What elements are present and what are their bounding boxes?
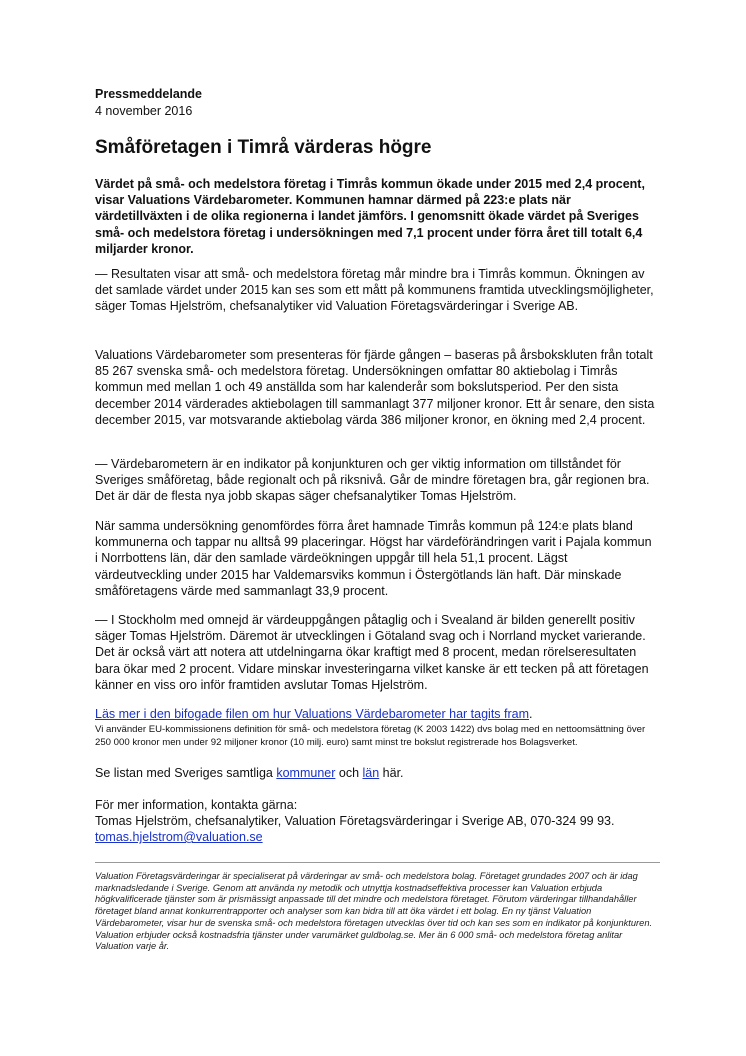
more-info-suffix: . xyxy=(529,707,533,721)
more-info-line xyxy=(95,706,655,722)
body-paragraph-4: När samma undersökning genomfördes förra året hamnade Timrås kommun på 124:e plats bland kommunerna och tappar nu alltså 99 placeringar. Högst har värdeförändringen varit i Pajala kommun i Norrbottens län, där den samlade värdeökningen uppgår till hela 51,1 procent. Lägst värdeutveckling under 2015 har Valdemarsviks kommun i Östergötlands län haft. Där minskade småföretagens värde med sammanlagt 33,9 procent. xyxy=(95,519,652,598)
body-paragraph-3: — Värdebarometern är en indikator på konjunkturen och ger viktig information om tillståndet för Sveriges småföretag, både regionalt och på riksnivå. Går de mindre företagen bra, går regionen bra. Det är där de flesta nya jobb skapas säger chefsanalytiker Tomas Hjelström. xyxy=(95,457,650,504)
list-line-suffix: här. xyxy=(379,766,404,780)
methodology-link[interactable]: Läs mer i den bifogade filen om hur Valuations Värdebarometer har tagits fram xyxy=(95,707,530,721)
contact-email-link[interactable]: tomas.hjelstrom@valuation.se xyxy=(95,830,263,844)
document-type-label: Pressmeddelande xyxy=(95,87,202,101)
footer-divider xyxy=(95,862,660,863)
publication-date: 4 november 2016 xyxy=(95,104,193,118)
contact-email-line xyxy=(95,829,655,845)
list-line-prefix: Se listan med Sveriges samtliga xyxy=(95,766,277,780)
body-paragraph-1: — Resultaten visar att små- och medelstora företag mår mindre bra i Timrås kommun. Ökningen av det samlade värdet under 2015 kan ses som ett mått på kommunens framtida utvecklingsmöjligheter, säger Tomas Hjelström, chefsanalytiker vid Valuation Företagsvärderingar i Sverige AB. xyxy=(95,267,654,314)
definition-note: Vi använder EU-kommissionens definition för små- och medelstora företag (K 2003 1422) dvs bolag med en nettoomsättning över 250 000 kronor men under 92 miljoner kronor (10 milj. euro) samt minst tre bokslut registrerade hos Bolagsverket. xyxy=(95,724,646,748)
list-line xyxy=(95,765,655,781)
list-line-middle: och xyxy=(335,766,363,780)
body-paragraph-5: — I Stockholm med omnejd är värdeuppgången påtaglig och i Svealand är bilden generellt positiv säger Tomas Hjelström. Däremot är utvecklingen i Götaland svag och i Norrland mycket varierande. Det är också värt att notera att utdelningarna ökar kraftigt med 8 procent, medan rörelseresultaten bara ökar med 2 procent. Vidare minskar investeringarna vilket kanske är ett tecken på att företagen känner en viss oro inför framtiden avslutar Tomas Hjelström. xyxy=(95,613,649,692)
contact-heading: För mer information, kontakta gärna: xyxy=(95,798,298,812)
company-boilerplate: Valuation Företagsvärderingar är specialiserat på värderingar av små- och medelstora bolag. Företaget grundades 2007 och är idag marknadsledande i Sverige. Genom att använda ny metodik och utnyttja kostnadseffektiva processer kan Valuation erbjuda högkvalificerade tjänster som är prismässigt anpassade till det mindre och medelstora företaget. Förutom värderingar tillhandahåller företaget bland annat konkurrentrapporter och analyser som kan bidra till att öka värdet i ett bolag. En ny tjänst Valuation Värdebarometer, visar hur de svenska små- och medelstora företagen utvecklas över tid och kan ses som en indikator på konjunkturen. Valuation erbjuder också kostnadsfria tjänster under varumärket guldbolag.se. Mer än 6 000 små- och medelstora företag anlitar Valuation varje år. xyxy=(95,871,653,952)
contact-person: Tomas Hjelström, chefsanalytiker, Valuation Företagsvärderingar i Sverige AB, 070-324 99 93. xyxy=(95,814,615,828)
body-paragraph-2: Valuations Värdebarometer som presenteras för fjärde gången – baseras på årsbokskluten från totalt 85 267 svenska små- och medelstora företag. Undersökningen omfattar 80 aktiebolag i Timrås kommun med mellan 1 och 49 anställda som har kalenderår som bokslutsperiod. Per den sista december 2014 värderades aktiebolagen till sammanlagt 377 miljoner kronor. Ett år senare, den sista december 2015, var motsvarande aktiebolag värda 386 miljoner kronor, en ökning med 2,4 procent. xyxy=(95,348,655,427)
counties-link[interactable]: län xyxy=(362,766,380,780)
municipalities-link[interactable]: kommuner xyxy=(276,766,336,780)
lead-paragraph: Värdet på små- och medelstora företag i Timrås kommun ökade under 2015 med 2,4 procent, visar Valuations Värdebarometer. Kommunen hamnar därmed på 223:e plats när värdetillväxten i de olika regionerna i landet jämförs. I genomsnitt ökade värdet på Sveriges små- och medelstora företag i undersökningen med 7,1 procent under förra året till totalt 6,4 miljarder kronor. xyxy=(95,177,645,256)
page-title: Småföretagen i Timrå värderas högre xyxy=(95,137,432,158)
